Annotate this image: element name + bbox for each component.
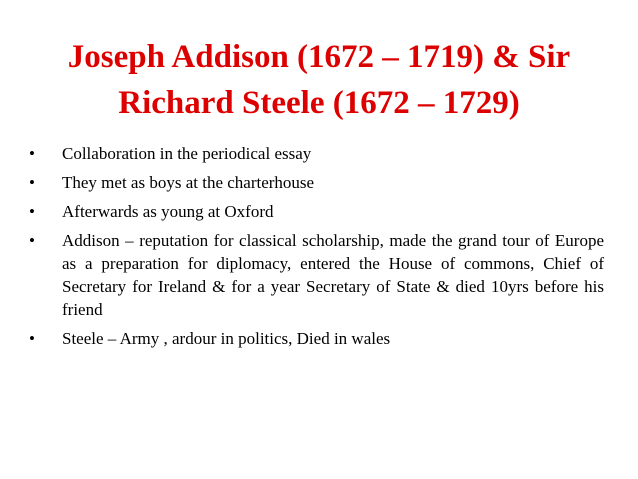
bullet-icon: • <box>29 231 35 250</box>
bullet-list <box>26 142 604 356</box>
bullet-text: Addison – reputation for classical scholarship, made the grand tour of Europe as a preparation for diplomacy, entered the House of commons, Chief of Secretary for Ireland & for a year Secretary of State & died 10yrs before his friend <box>62 231 604 319</box>
bullet-item-oxford <box>26 200 604 223</box>
bullet-text: Collaboration in the periodical essay <box>62 144 312 163</box>
bullet-icon: • <box>29 329 35 348</box>
bullet-item-collaboration <box>26 142 604 165</box>
bullet-item-addison <box>26 229 604 321</box>
title-line-1: Joseph Addison (1672 – 1719) & Sir <box>67 39 571 75</box>
bullet-text: Steele – Army , ardour in politics, Died in wales <box>62 329 391 348</box>
bullet-item-steele <box>26 327 604 350</box>
title-line-2: Richard Steele (1672 – 1729) <box>118 85 520 121</box>
slide-title <box>20 34 618 126</box>
bullet-item-charterhouse <box>26 171 604 194</box>
bullet-icon: • <box>29 173 35 192</box>
bullet-icon: • <box>29 202 35 221</box>
bullet-text: They met as boys at the charterhouse <box>62 173 315 192</box>
bullet-text: Afterwards as young at Oxford <box>62 202 274 221</box>
bullet-icon: • <box>29 144 35 163</box>
